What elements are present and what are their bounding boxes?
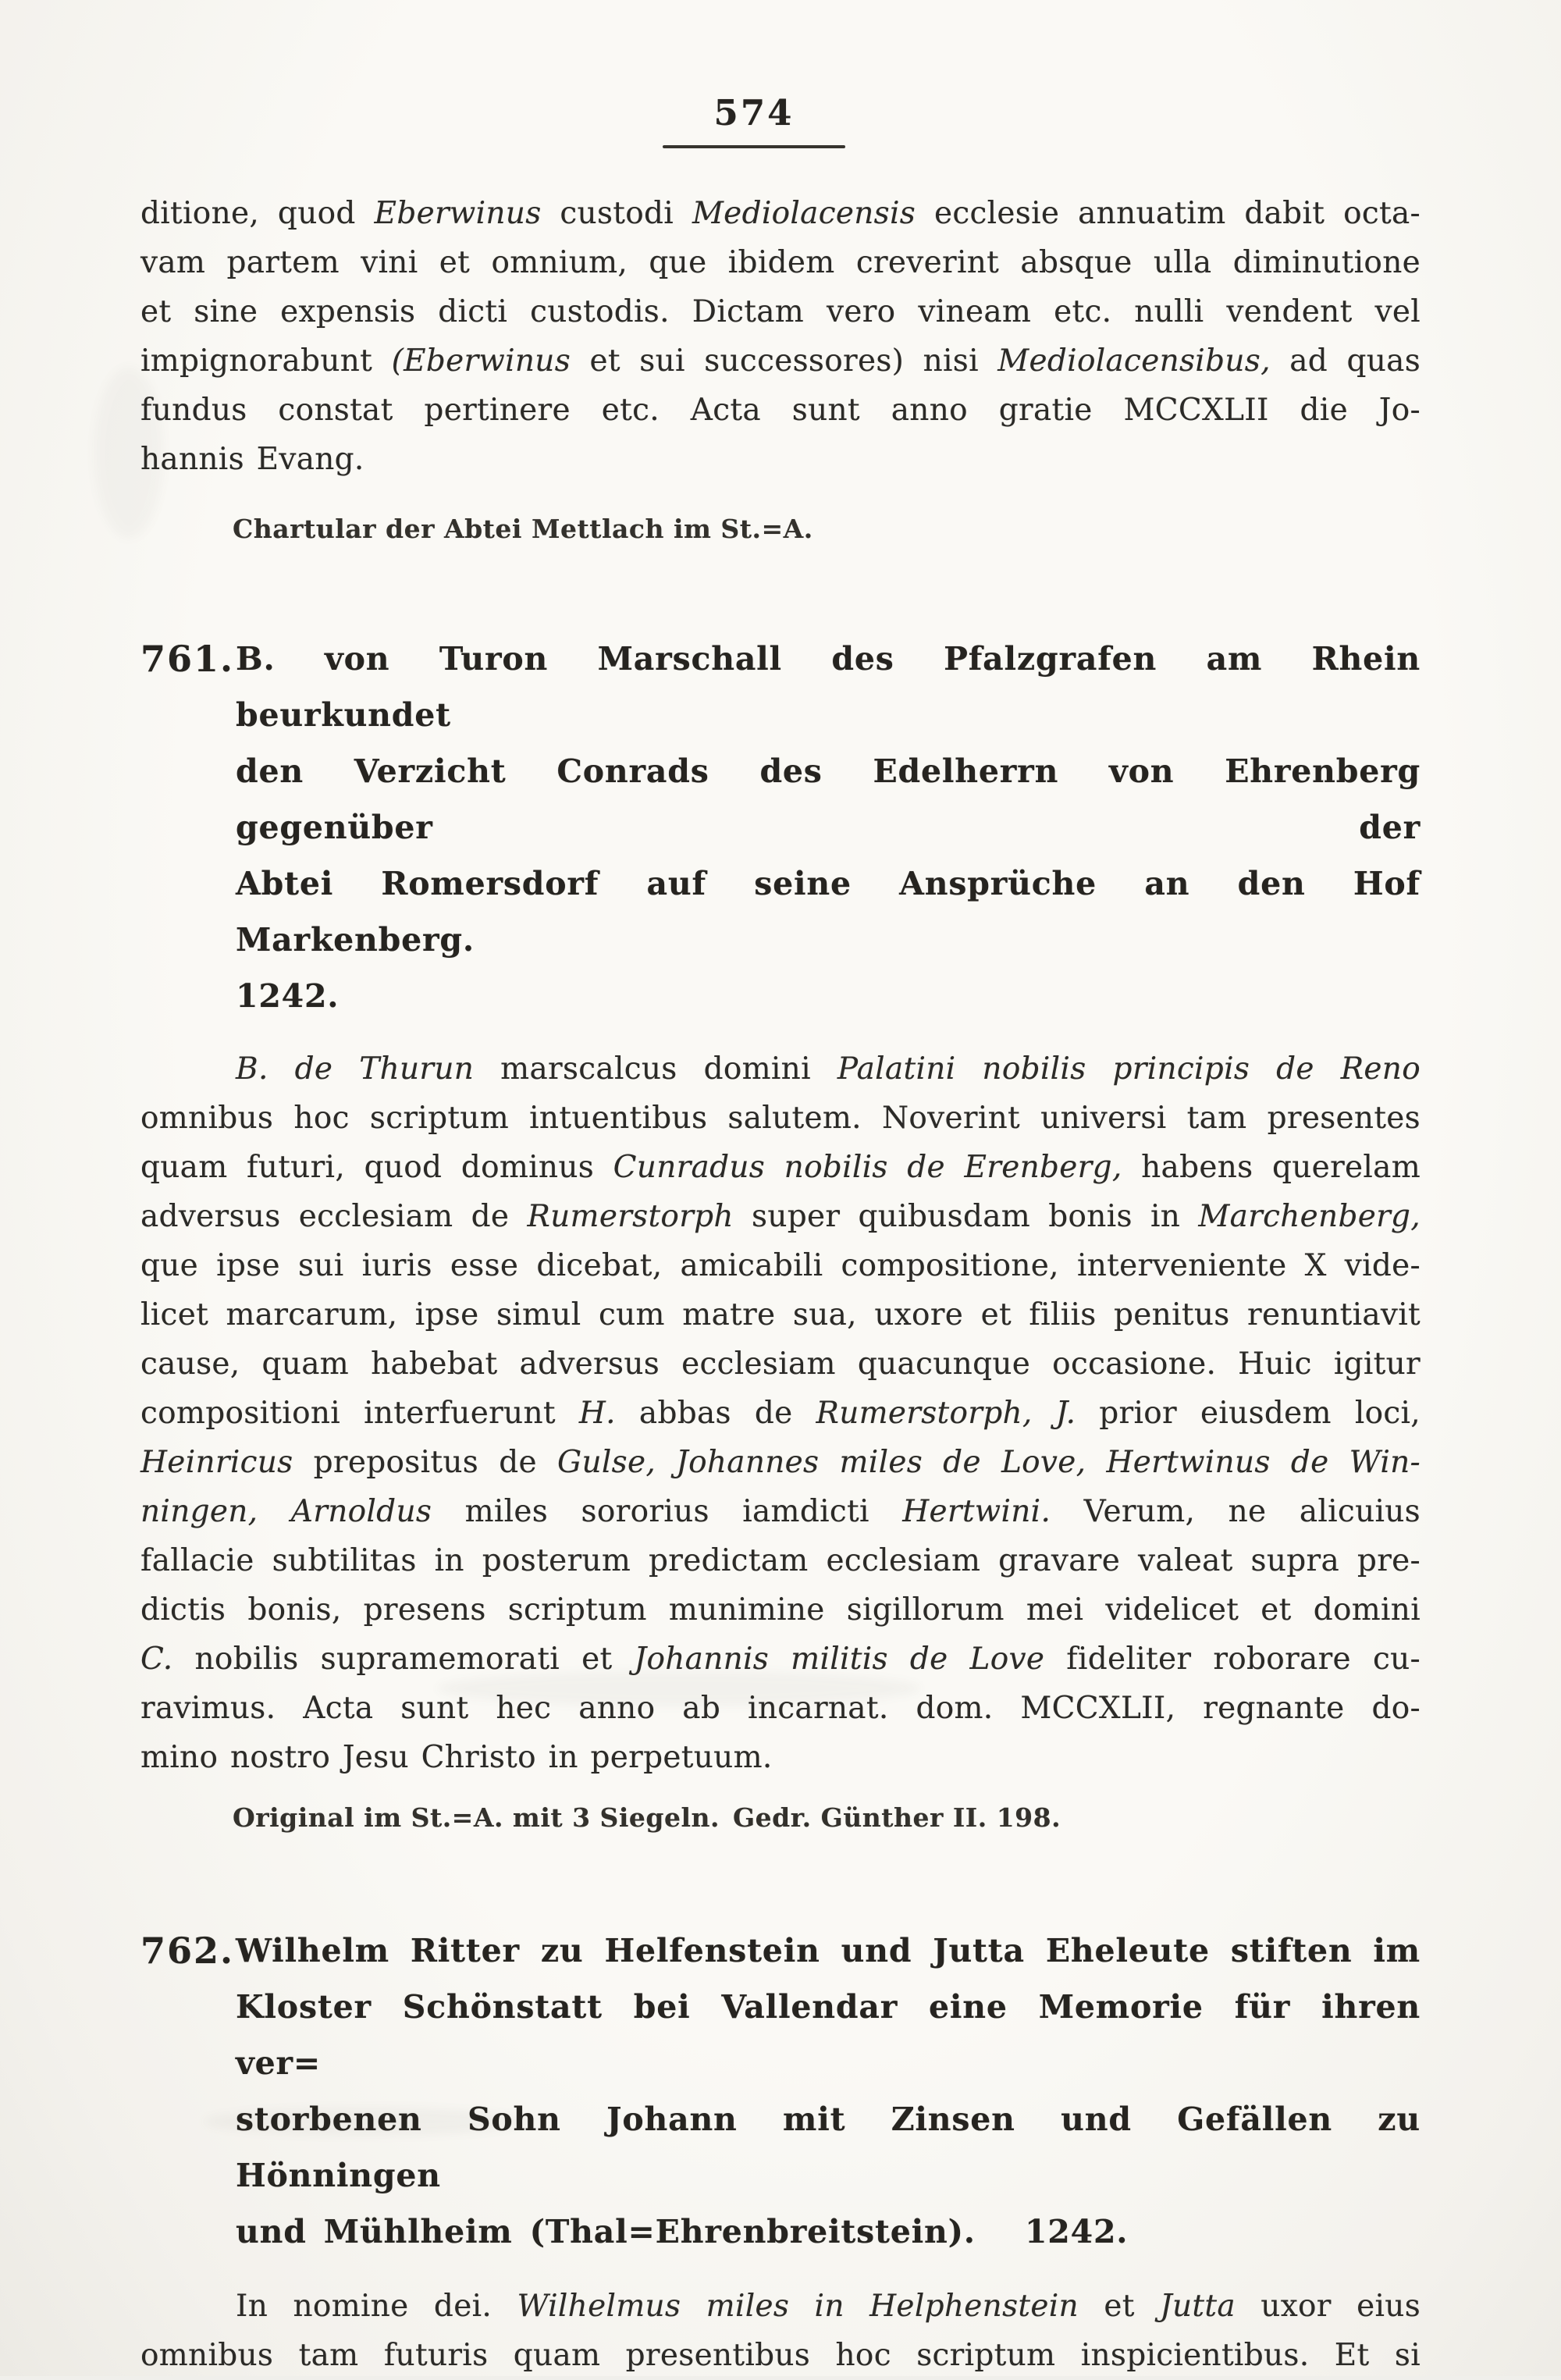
text-segment: uxor eius	[1235, 2289, 1421, 2324]
text-segment: fideliter roborare cu-	[1044, 1642, 1421, 1677]
proper-name-italic: Palatini nobilis principis de Reno	[837, 1051, 1421, 1087]
text-line	[140, 1290, 1421, 1339]
proper-name-italic: H.	[578, 1396, 616, 1431]
entry-heading-762	[140, 1923, 1421, 2260]
text-segment: mino nostro Jesu Christo in perpetuum.	[140, 1740, 773, 1775]
proper-name-italic: Heinricus	[140, 1445, 293, 1480]
heading-line	[236, 2204, 1421, 2260]
text-segment: In nomine dei.	[236, 2289, 517, 2324]
text-line	[140, 1536, 1421, 1585]
page-header	[660, 94, 848, 148]
text-segment: Verum, ne alicuius	[1051, 1494, 1421, 1529]
text-line	[140, 2331, 1421, 2380]
text-line	[140, 1241, 1421, 1290]
proper-name-italic: Hertwini.	[902, 1494, 1051, 1529]
text-segment: cause, quam habebat adversus ecclesiam quacunque occasione. Huic igitur	[140, 1347, 1421, 1382]
text-line	[140, 386, 1421, 435]
entry-number: 761.	[140, 638, 235, 680]
text-line	[140, 1438, 1421, 1487]
text-line	[140, 1487, 1421, 1536]
entry-heading-761	[140, 631, 1421, 1024]
heading-line	[236, 2091, 1421, 2204]
proper-name-italic: C.	[140, 1642, 173, 1677]
entry-761-text	[140, 1044, 1421, 1782]
heading-line	[236, 856, 1421, 968]
proper-name-italic: Jutta	[1160, 2289, 1236, 2324]
proper-name-italic: Cunradus nobilis de Erenberg,	[613, 1150, 1122, 1185]
text-line	[140, 1684, 1421, 1733]
proper-name-italic: Eberwinus	[374, 196, 542, 231]
proper-name-italic: ningen, Arnoldus	[140, 1494, 432, 1529]
heading-line	[236, 743, 1421, 856]
proper-name-italic: Mediolacensis	[692, 196, 916, 231]
text-segment: dictis bonis, presens scriptum munimine sigillorum mei videlicet et domini	[140, 1592, 1421, 1628]
text-segment: hannis Evang.	[140, 442, 364, 477]
text-line	[140, 1044, 1421, 1094]
text-segment: abbas de	[615, 1396, 816, 1431]
text-line	[140, 2282, 1421, 2331]
text-segment: Kloster Schönstatt bei Vallendar eine Memorie für ihren ver=	[236, 1988, 1421, 2082]
entry-762-text	[140, 2282, 1421, 2380]
text-line	[140, 1733, 1421, 1782]
text-segment: storbenen Sohn Johann mit Zinsen und Gefällen zu Hönningen	[236, 2101, 1421, 2194]
text-segment: et sine expensis dicti custodis. Dictam vero vineam etc. nulli vendent vel	[140, 294, 1421, 329]
text-line	[140, 1635, 1421, 1684]
text-segment: 1242.	[236, 977, 340, 1015]
proper-name-italic: Gulse, Johannes miles de Love, Hertwinus de Win-	[556, 1445, 1421, 1480]
proper-name-italic: J.	[1055, 1396, 1076, 1431]
text-segment: prior eiusdem loci,	[1076, 1396, 1421, 1431]
text-segment	[1033, 1396, 1056, 1431]
text-line	[140, 287, 1421, 336]
page-content	[140, 145, 1421, 2380]
text-segment: impignorabunt	[140, 343, 392, 379]
text-segment: Abtei Romersdorf auf seine Ansprüche an den Hof Markenberg.	[236, 865, 1421, 959]
text-segment: prepositus de	[293, 1445, 557, 1480]
text-segment: miles sororius iamdicti	[432, 1494, 903, 1529]
proper-name-italic: Marchenberg,	[1198, 1199, 1421, 1234]
proper-name-italic: B. de Thurun	[236, 1051, 475, 1087]
page-number: 574	[713, 92, 795, 133]
text-segment: B. von Turon Marschall des Pfalzgrafen am Rhein beurkundet	[236, 640, 1421, 734]
text-line	[140, 1339, 1421, 1389]
proper-name-italic: Rumerstorph	[527, 1199, 734, 1234]
text-line	[140, 1192, 1421, 1241]
text-segment: licet marcarum, ipse simul cum matre sua, uxore et filiis penitus renuntiavit	[140, 1297, 1421, 1332]
text-segment: omnibus tam futuris quam presentibus hoc scriptum inspicientibus. Et si	[140, 2338, 1421, 2373]
entry-number: 762.	[140, 1930, 235, 1972]
text-line	[140, 1143, 1421, 1192]
text-segment: ecclesie annuatim dabit octa-	[916, 196, 1421, 231]
proper-name-italic: (Eberwinus	[391, 343, 571, 379]
text-segment: den Verzicht Conrads des Edelherrn von Ehrenberg gegenüber der	[236, 752, 1421, 846]
text-line	[140, 1585, 1421, 1635]
text-segment: compositioni interfuerunt	[140, 1396, 579, 1431]
proper-name-italic: Rumerstorph,	[816, 1396, 1033, 1431]
carryover-paragraph-760	[140, 189, 1421, 484]
text-segment: habens querelam	[1122, 1150, 1421, 1185]
text-segment: adversus ecclesiam de	[140, 1199, 528, 1234]
text-line	[140, 189, 1421, 238]
heading-line	[236, 1923, 1421, 1979]
text-segment: ditione, quod	[140, 196, 375, 231]
text-segment: et	[1078, 2289, 1161, 2324]
heading-line	[236, 1979, 1421, 2091]
text-line	[140, 435, 1421, 484]
text-segment: fallacie subtilitas in posterum predictam ecclesiam gravare valeat supra pre-	[140, 1543, 1421, 1578]
text-segment: vam partem vini et omnium, que ibidem creverint absque ulla diminutione	[140, 245, 1421, 280]
text-segment: custodi	[541, 196, 692, 231]
proper-name-italic: Johannis militis de Love	[634, 1642, 1045, 1677]
text-line	[140, 336, 1421, 386]
text-segment: und Mühlheim (Thal=Ehrenbreitstein). 1242.	[236, 2213, 1129, 2250]
text-segment: Wilhelm Ritter zu Helfenstein und Jutta Eheleute stiften im	[236, 1932, 1421, 1969]
text-segment: ravimus. Acta sunt hec anno ab incarnat. dom. MCCXLII, regnante do-	[140, 1691, 1421, 1726]
text-segment: ad quas	[1270, 343, 1421, 379]
source-note-chartular: Chartular der Abtei Mettlach im St.=A.	[233, 514, 813, 544]
text-segment: super quibusdam bonis in	[733, 1199, 1199, 1234]
text-segment: que ipse sui iuris esse dicebat, amicabili compositione, interveniente X vide-	[140, 1248, 1421, 1283]
text-segment: nobilis supramemorati et	[172, 1642, 635, 1677]
text-segment: marscalcus domini	[474, 1051, 837, 1087]
heading-line	[236, 631, 1421, 743]
proper-name-italic: Wilhelmus miles in Helphenstein	[517, 2289, 1079, 2324]
text-segment: fundus constat pertinere etc. Acta sunt anno gratie MCCXLII die Jo-	[140, 393, 1421, 428]
text-line	[140, 1389, 1421, 1438]
text-segment: omnibus hoc scriptum intuentibus salutem. Noverint universi tam presentes	[140, 1101, 1421, 1136]
source-note-original-761: Original im St.=A. mit 3 Siegeln. Gedr. Günther II. 198.	[233, 1802, 1061, 1833]
text-segment: quam futuri, quod dominus	[140, 1150, 613, 1185]
text-segment: et sui successores) nisi	[571, 343, 998, 379]
proper-name-italic: Mediolacensibus,	[997, 343, 1271, 379]
text-line	[140, 238, 1421, 287]
heading-line	[236, 968, 1421, 1024]
text-line	[140, 1094, 1421, 1143]
